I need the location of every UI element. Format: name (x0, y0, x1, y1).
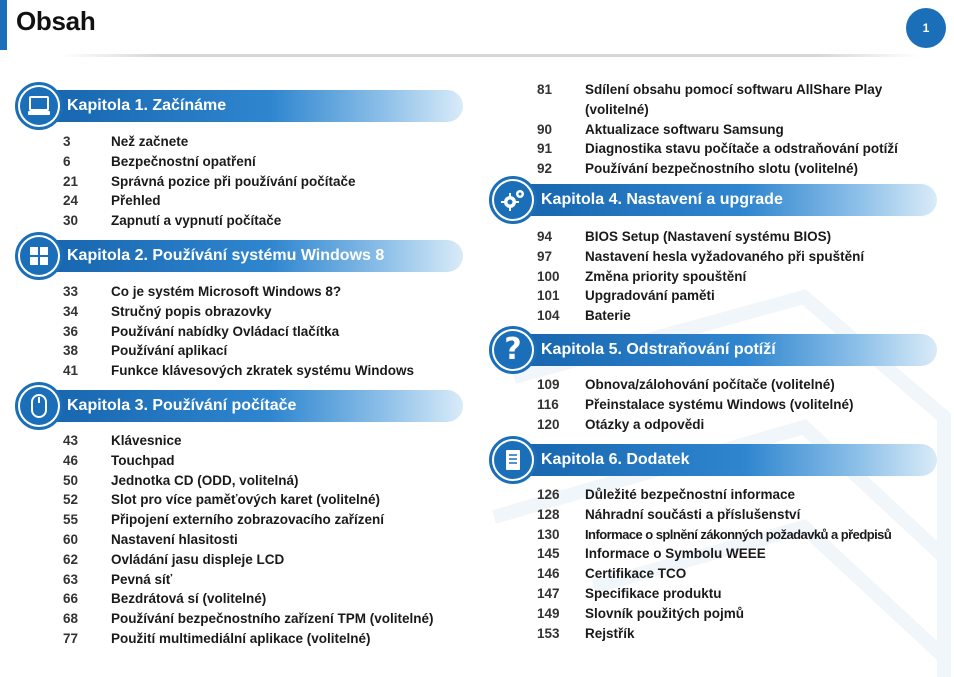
toc-entry[interactable] (63, 302, 414, 322)
toc-entry-title: Informace o splnění zákonných požadavků a předpisů (585, 526, 892, 542)
toc-entry[interactable] (537, 525, 891, 545)
toc-entry-title: Změna priority spouštění (585, 268, 747, 284)
toc-page-number: 120 (537, 416, 560, 432)
toc-entry[interactable] (63, 132, 356, 152)
header-divider (60, 54, 920, 57)
toc-entry-title: Baterie (585, 308, 631, 324)
toc-entry[interactable] (537, 604, 891, 624)
toc-page-number: 6 (63, 153, 71, 169)
toc-entry[interactable] (537, 227, 864, 247)
toc-entry-title: Používání bezpečnostního zařízení TPM (volitelné) (111, 611, 434, 627)
toc-page-number: 77 (63, 630, 79, 646)
toc-page-number: 68 (63, 611, 79, 627)
toc-entry[interactable] (63, 322, 414, 342)
chapter-title: Kapitola 6. Dodatek (541, 451, 690, 468)
toc-entry[interactable] (537, 267, 864, 287)
toc-entry[interactable] (63, 530, 434, 550)
toc-page-number: 21 (63, 173, 79, 189)
page-number-badge: 1 (906, 8, 946, 48)
toc-entry-title: Přehled (111, 193, 161, 209)
toc-entry-title: Náhradní součásti a příslušenství (585, 506, 801, 522)
chapter-heading-bar[interactable] (511, 184, 937, 216)
chapter-heading-bar[interactable] (511, 334, 937, 366)
toc-entry-title: Používání nabídky Ovládací tlačítka (111, 323, 340, 339)
toc-page-number: 104 (537, 308, 560, 324)
toc-entry[interactable] (537, 286, 864, 306)
toc-entry[interactable] (63, 589, 434, 609)
toc-entry-title: Co je systém Microsoft Windows 8? (111, 284, 342, 299)
toc-page-number: 147 (537, 585, 560, 601)
toc-page-number: 3 (63, 134, 71, 149)
windows-logo-icon (15, 232, 63, 280)
toc-entry[interactable] (63, 471, 434, 491)
toc-entry[interactable] (63, 490, 434, 510)
chapter-title: Kapitola 1. Začínáme (67, 97, 227, 114)
toc-entry[interactable] (63, 172, 356, 192)
toc-page-number: 100 (537, 268, 560, 284)
toc-entry-title: Funkce klávesových zkratek systému Windows (111, 363, 415, 379)
toc-page-number: 36 (63, 323, 79, 339)
toc-entry[interactable] (537, 120, 925, 140)
page-title: Obsah (16, 6, 96, 36)
chapter-heading-bar[interactable] (511, 444, 937, 476)
toc-entry[interactable] (537, 139, 925, 159)
toc-page-number: 145 (537, 546, 560, 562)
toc-page-number: 92 (537, 161, 553, 177)
toc-entry[interactable] (63, 152, 356, 172)
toc-entry-title: BIOS Setup (Nastavení systému BIOS) (585, 229, 832, 244)
toc-entry-title: Důležité bezpečnostní informace (585, 487, 796, 502)
toc-page-number: 24 (63, 193, 79, 209)
toc-entry-title: Slot pro více paměťových karet (volitelné) (111, 492, 381, 508)
toc-entry-title: Obnova/zálohování počítače (volitelné) (585, 377, 835, 392)
toc-entry-title: Upgradování paměti (585, 288, 715, 304)
toc-page-number: 90 (537, 121, 553, 137)
chapter-heading-bar[interactable] (37, 240, 463, 272)
toc-page-number: 41 (63, 363, 79, 379)
toc-page-number: 43 (63, 433, 79, 448)
toc-page-number: 34 (63, 303, 79, 319)
laptop-icon (15, 82, 63, 130)
chapter-title: Kapitola 4. Nastavení a upgrade (541, 191, 783, 208)
toc-page-number: 81 (537, 82, 553, 97)
toc-entry[interactable] (537, 505, 891, 525)
toc-entry[interactable] (537, 80, 925, 120)
chapter-title: Kapitola 3. Používání počítače (67, 397, 297, 414)
toc-page-number: 60 (63, 531, 79, 547)
toc-entry-title: Diagnostika stavu počítače a odstraňování potíží (585, 141, 898, 157)
toc-page-number: 30 (63, 213, 79, 229)
toc-page-number: 46 (63, 452, 79, 468)
toc-entry-title: Otázky a odpovědi (585, 416, 705, 432)
chapter-title: Kapitola 5. Odstraňování potíží (541, 341, 776, 358)
mouse-icon (15, 382, 63, 430)
toc-entry[interactable] (63, 629, 434, 649)
toc-entry[interactable] (63, 191, 356, 211)
toc-entry-title: Přeinstalace systému Windows (volitelné) (585, 396, 854, 412)
toc-entry-title: Nastavení hesla vyžadovaného při spuštění (585, 248, 865, 264)
toc-entry[interactable] (63, 451, 434, 471)
toc-entry[interactable] (537, 395, 853, 415)
toc-page-number: 109 (537, 377, 560, 392)
toc-page-number: 126 (537, 487, 560, 502)
toc-page-number: 52 (63, 492, 79, 508)
notebook-icon (489, 436, 537, 484)
toc-page-number: 97 (537, 248, 553, 264)
toc-entry[interactable] (63, 510, 434, 530)
toc-entry[interactable] (63, 570, 434, 590)
toc-entry[interactable] (537, 415, 853, 435)
toc-page-number: 50 (63, 472, 79, 488)
toc-page-number: 55 (63, 512, 79, 528)
toc-entry[interactable] (63, 341, 414, 361)
toc-page-number: 101 (537, 288, 560, 304)
toc-entry-title: Sdílení obsahu pomocí softwaru AllShare Play (volitelné) (585, 82, 883, 117)
toc-entry-title: Ovládání jasu displeje LCD (111, 551, 285, 567)
toc-page-number: 62 (63, 551, 79, 567)
toc-entry-title: Používání bezpečnostního slotu (volitelné) (585, 161, 859, 177)
toc-entry[interactable] (537, 159, 925, 179)
toc-page-number: 38 (63, 343, 79, 359)
toc-page-number: 130 (537, 526, 560, 542)
toc-entry[interactable] (537, 306, 864, 326)
toc-page-number: 91 (537, 141, 553, 157)
toc-entry[interactable] (537, 375, 853, 395)
toc-page-number: 149 (537, 605, 560, 621)
toc-entry[interactable] (63, 609, 434, 629)
toc-entry-title: Slovník použitých pojmů (585, 605, 745, 621)
toc-entry[interactable] (537, 584, 891, 604)
toc-entry[interactable] (537, 564, 891, 584)
toc-entry-title: Nastavení hlasitosti (111, 531, 238, 547)
toc-entry[interactable] (63, 431, 434, 451)
header-accent-bar (0, 0, 7, 50)
toc-entry-title: Používání aplikací (111, 343, 228, 359)
toc-entry[interactable] (537, 485, 891, 505)
toc-entry[interactable] (63, 361, 414, 381)
toc-entry-title: Stručný popis obrazovky (111, 303, 272, 319)
toc-entry[interactable] (537, 247, 864, 267)
toc-entry-title: Rejstřík (585, 625, 635, 641)
toc-entry-title: Pevná síť (111, 571, 173, 587)
toc-entry[interactable] (63, 282, 414, 302)
toc-entry-title: Jednotka CD (ODD, volitelná) (111, 472, 299, 488)
chapter-heading-bar[interactable] (37, 90, 463, 122)
toc-entry-title: Touchpad (111, 452, 175, 468)
toc-entry-title: Než začnete (111, 134, 189, 149)
toc-entry[interactable] (537, 624, 891, 644)
toc-entry-title: Správná pozice při používání počítače (111, 173, 356, 189)
toc-entry-title: Informace o Symbolu WEEE (585, 546, 766, 562)
toc-page-number: 146 (537, 566, 560, 582)
toc-entry-title: Bezpečnostní opatření (111, 153, 256, 169)
chapter-heading-bar[interactable] (37, 390, 463, 422)
toc-entry[interactable] (63, 211, 356, 231)
toc-entry[interactable] (63, 550, 434, 570)
toc-page-number: 94 (537, 229, 553, 244)
toc-entry-title: Specifikace produktu (585, 585, 722, 601)
toc-entry[interactable] (537, 544, 891, 564)
toc-entry-title: Klávesnice (111, 433, 182, 448)
toc-entry-title: Aktualizace softwaru Samsung (585, 121, 784, 137)
toc-page-number: 66 (63, 591, 79, 607)
toc-entry-title: Připojení externího zobrazovacího zařízení (111, 512, 385, 528)
toc-page-number: 63 (63, 571, 79, 587)
toc-entry-title: Použití multimediální aplikace (volitelné) (111, 630, 371, 646)
toc-entry-title: Zapnutí a vypnutí počítače (111, 213, 282, 229)
toc-page-number: 128 (537, 506, 560, 522)
toc-page-number: 33 (63, 284, 79, 299)
toc-page-number: 116 (537, 396, 559, 412)
toc-entry-title: Certifikace TCO (585, 566, 687, 582)
question-mark-icon: ? (489, 326, 537, 374)
chapter-title: Kapitola 2. Používání systému Windows 8 (67, 247, 385, 264)
gears-icon (489, 176, 537, 224)
toc-page-number: 153 (537, 625, 560, 641)
toc-entry-title: Bezdrátová sí (volitelné) (111, 591, 267, 607)
chapter-3-continued-list (537, 80, 925, 179)
